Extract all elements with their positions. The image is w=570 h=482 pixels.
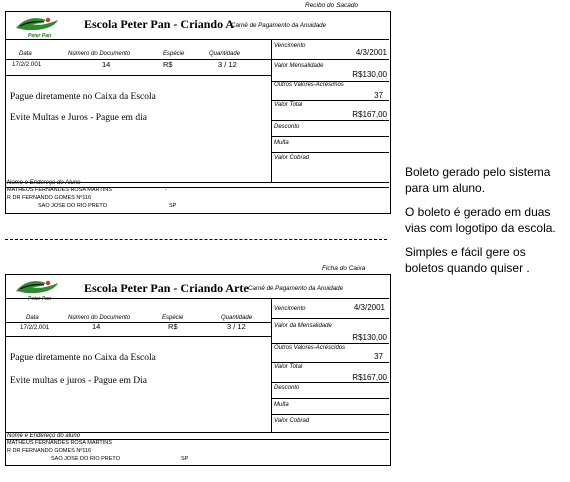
receipt-slip-bottom [5, 265, 391, 465]
via-label: Recibo do Sacado [305, 2, 359, 9]
carne-title: Carnê de Pagamento da Anuidade [248, 285, 344, 292]
school-name: Escola Peter Pan - Criando Arte [84, 281, 249, 295]
header-date: Data [19, 51, 32, 57]
value-other-values: 37 [374, 352, 383, 361]
receipt-slip-top [5, 2, 391, 212]
value-qty: 3 / 12 [227, 322, 246, 331]
label-discount: Desconto [274, 385, 300, 391]
label-fine: Multa [274, 402, 289, 408]
value-total: R$167,00 [352, 110, 387, 119]
value-total: R$167,00 [352, 373, 387, 382]
student-state: SP [181, 456, 189, 462]
instruction-1: Pague diretamente no Caixa da Escola [10, 92, 156, 102]
school-logo-icon [14, 14, 64, 38]
address-label: Nome e Endereço do aluno [7, 433, 81, 439]
label-other-values: Outros Valores-Acréscidos [274, 345, 346, 351]
label-monthly-fee: Valor Mensalidade [274, 63, 324, 69]
header-date: Data [26, 315, 39, 321]
description-paragraph-3: Simples e fácil gere os boletos quando quiser . [405, 245, 530, 275]
value-date: 17/2/2.001 [12, 61, 42, 68]
address-label: Nome e Endereço do Aluno [7, 180, 81, 186]
value-other-values: 37 [374, 91, 383, 100]
student-city: SAO JOSE DO RIO PRETO [38, 203, 107, 209]
instruction-2: Evite Multas e Juros - Pague em dia [10, 113, 147, 123]
label-due-date: Vencimento [274, 43, 306, 49]
header-doc: Número do Documento [68, 315, 131, 321]
header-species: Espécie [162, 315, 184, 321]
student-street: R DR FERNANDO GOMES Nº116 [7, 195, 92, 201]
value-date: 17/2/2.001 [20, 324, 50, 331]
student-name: MATHEUS FERNANDES ROSA MARTINS [7, 187, 112, 193]
header-qty: Quantidade [221, 315, 253, 321]
header-doc: Número do Documento [68, 51, 131, 57]
value-species: R$ [168, 322, 178, 331]
value-due-date: 4/3/2001 [355, 48, 387, 57]
value-due-date: 4/3/2001 [353, 303, 385, 312]
carne-title: Carnê de Pagamento da Anuidade [231, 22, 327, 29]
right-column-divider [271, 39, 272, 182]
label-amount-charged: Valor Cobrad [274, 418, 310, 424]
header-qty: Quantidade [209, 51, 241, 57]
side-description [405, 165, 565, 285]
instruction-1: Pague diretamente no Caixa da Escola [10, 353, 156, 363]
description-paragraph-1: Boleto gerado pelo sistema para um aluno. [405, 165, 551, 195]
label-other-values: Outros Valores-Acrésimos [274, 82, 344, 88]
student-street: R DR FERNANDO GOMES Nº116 [7, 448, 92, 454]
svg-text:Peter Pan: Peter Pan [28, 296, 52, 301]
label-total: Valor Total [274, 102, 303, 108]
description-paragraph-2: O boleto é gerado em duas vias com logotipo da escola. [405, 205, 556, 235]
label-due-date: Vencimento [274, 306, 306, 312]
separator-dash: - [165, 187, 167, 193]
label-fine: Multa [274, 140, 289, 146]
value-doc: 14 [102, 60, 111, 69]
school-name: Escola Peter Pan - Criando A [84, 17, 235, 31]
label-monthly-fee: Valor da Mensalidade [274, 323, 332, 329]
value-doc: 14 [92, 322, 101, 331]
label-total: Valor Total [274, 364, 303, 370]
cut-line [5, 239, 387, 240]
student-name: MATHEUS FERNANDES ROSA MARTINS [7, 440, 112, 446]
student-city: SAO JOSE DO RIO PRETO [51, 456, 120, 462]
student-state: SP [169, 203, 177, 209]
header-species: Espécie [163, 51, 185, 57]
label-amount-charged: Valor Cobrad [274, 155, 310, 161]
value-monthly-fee: R$130,00 [352, 70, 387, 79]
instruction-2: Evite multas e juros - Pague em Dia [10, 376, 147, 386]
value-monthly-fee: R$130,00 [352, 333, 387, 342]
value-species: R$ [163, 60, 173, 69]
label-discount: Desconto [274, 124, 300, 130]
via-label: Ficha do Caixa [322, 265, 366, 272]
svg-text:Peter Pan: Peter Pan [28, 33, 52, 38]
value-qty: 3 / 12 [218, 60, 237, 69]
